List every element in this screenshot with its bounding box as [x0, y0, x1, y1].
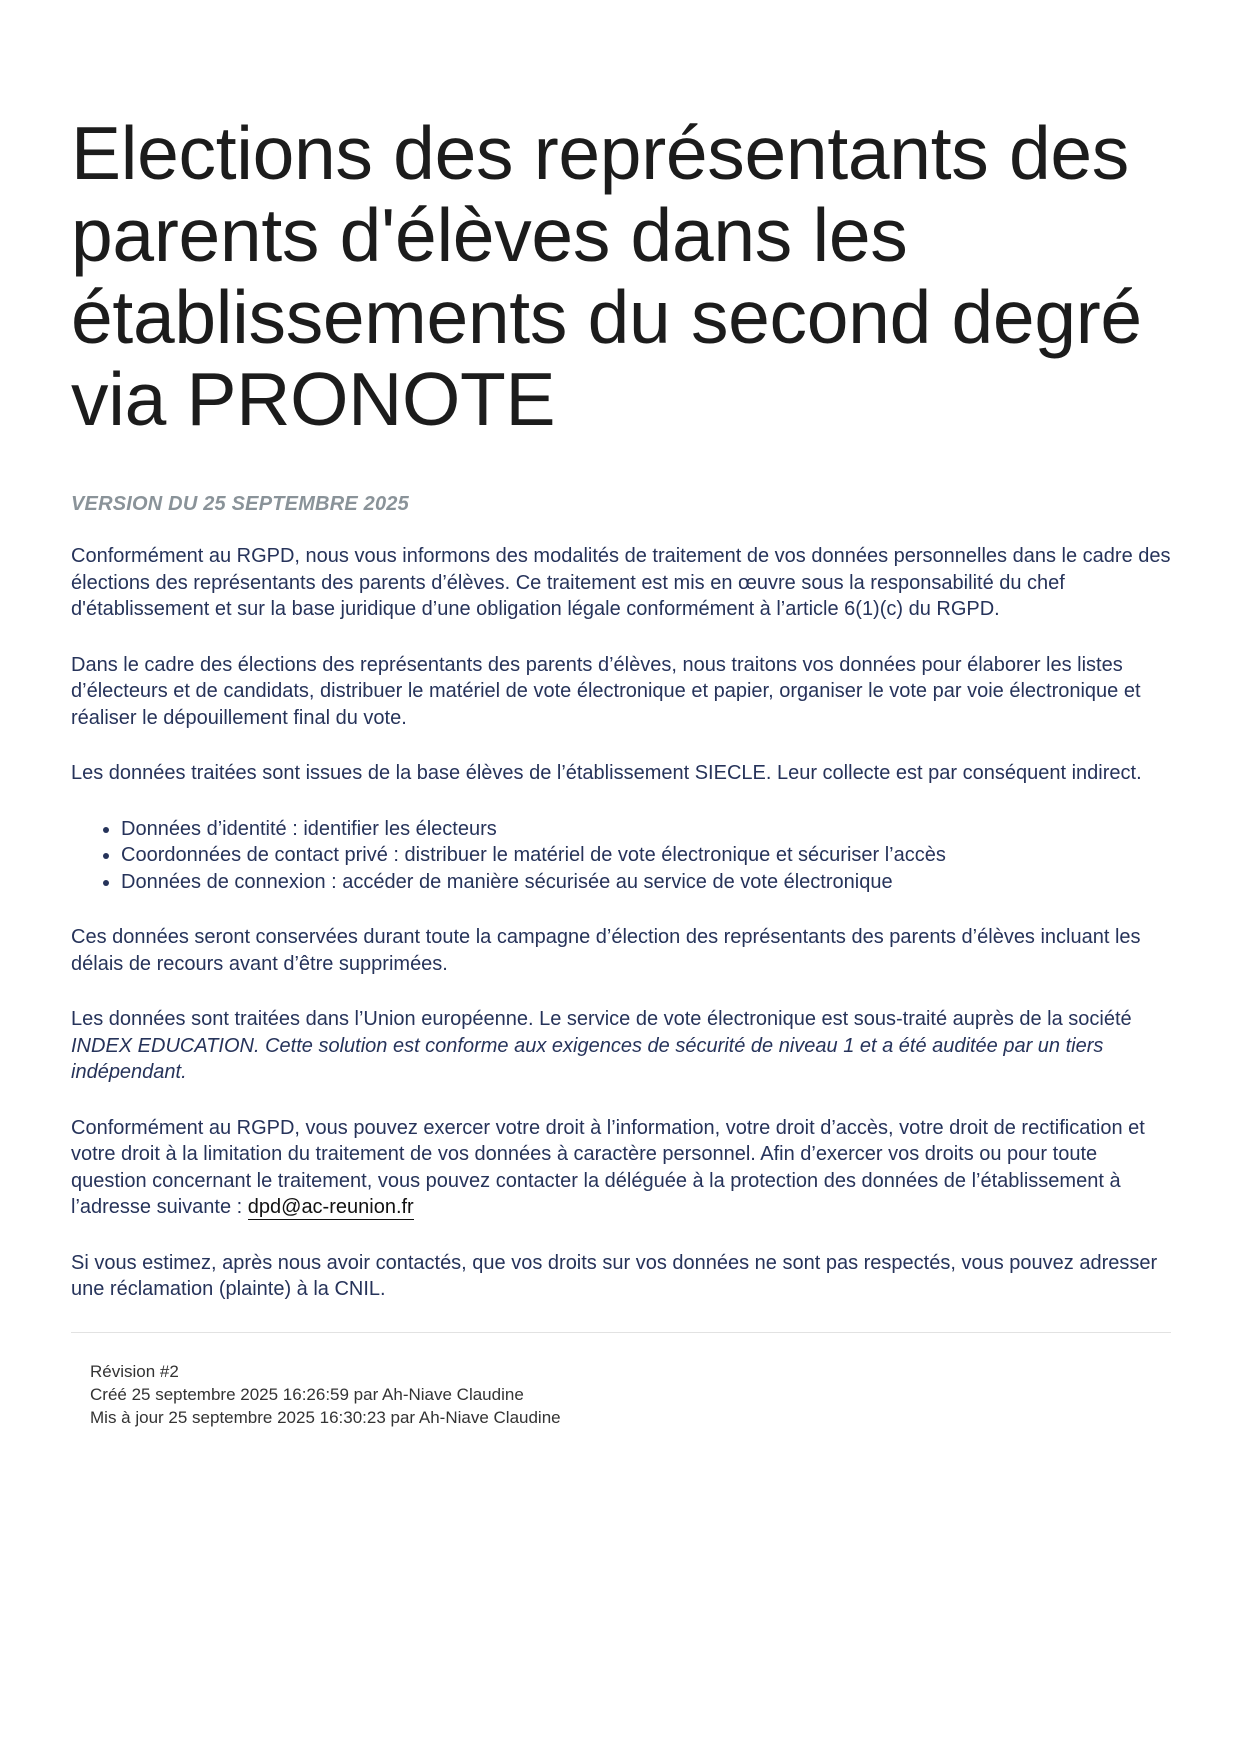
created-info: Créé 25 septembre 2025 16:26:59 par Ah-Niave Claudine: [90, 1384, 524, 1404]
list-item: • Données de connexion : accéder de manière sécurisée au service de vote électronique: [121, 869, 1171, 896]
document-page: [71, 112, 1171, 1429]
data-categories-list: [71, 816, 1171, 896]
processing-location-italic-text: INDEX EDUCATION. Cette solution est conforme aux exigences de sécurité de niveau 1 et a été auditée par un tiers indépendant.: [71, 1034, 1104, 1083]
footer-divider: [71, 1332, 1171, 1333]
paragraph-purposes: Dans le cadre des élections des représentants des parents d’élèves, nous traitons vos données pour élaborer les listes d’électeurs et de candidats, distribuer le matériel de vote électronique et papier, organiser le vote par voie électronique et réaliser le dépouillement final du vote.: [71, 653, 1141, 729]
list-item: • Coordonnées de contact privé : distribuer le matériel de vote électronique et sécuriser l’accès: [121, 842, 1171, 869]
paragraph-retention: Ces données seront conservées durant toute la campagne d’élection des représentants des parents d’élèves incluant les délais de recours avant d’être supprimées.: [71, 926, 1141, 975]
revision-number: Révision #2: [90, 1361, 179, 1381]
revision-info: [71, 1360, 1171, 1429]
paragraph-processing-location: [71, 1006, 1171, 1086]
list-item: • Données d’identité : identifier les électeurs: [121, 816, 1171, 843]
rights-text: Conformément au RGPD, vous pouvez exercer votre droit à l’information, votre droit d’accès, votre droit de rectification et votre droit à la limitation du traitement de vos données à caractère personnel. Afin d’exercer vos droits ou pour toute question concernant le traitement, vous pouvez contacter la déléguée à la protection des données de l’établissement à l’adresse suivante :: [71, 1116, 1145, 1218]
processing-location-text: Les données sont traitées dans l’Union européenne. Le service de vote électronique est sous-traité auprès de la société: [71, 1008, 1132, 1030]
updated-info: Mis à jour 25 septembre 2025 16:30:23 par Ah-Niave Claudine: [90, 1407, 561, 1427]
paragraph-rights: [71, 1115, 1171, 1221]
paragraph-legal-basis: Conformément au RGPD, nous vous informons des modalités de traitement de vos données personnelles dans le cadre des élections des représentants des parents d’élèves. Ce traitement est mis en œuvre sous la responsabilité du chef d'établissement et sur la base juridique d’une obligation légale conformément à l’article 6(1)(c) du RGPD.: [71, 545, 1171, 620]
paragraph-cnil: Si vous estimez, après nous avoir contactés, que vos droits sur vos données ne sont pas respectés, vous pouvez adresser une réclamation (plainte) à la CNIL.: [71, 1251, 1158, 1300]
version-label: VERSION DU 25 SEPTEMBRE 2025: [71, 493, 409, 515]
dpo-email-link[interactable]: dpd@ac-reunion.fr: [247, 1196, 414, 1218]
paragraph-data-source: Les données traitées sont issues de la base élèves de l’établissement SIECLE. Leur collecte est par conséquent indirect.: [71, 762, 1142, 784]
page-title: Elections des représentants des parents d'élèves dans les établissements du second degré via PRONOTE: [71, 111, 1142, 441]
